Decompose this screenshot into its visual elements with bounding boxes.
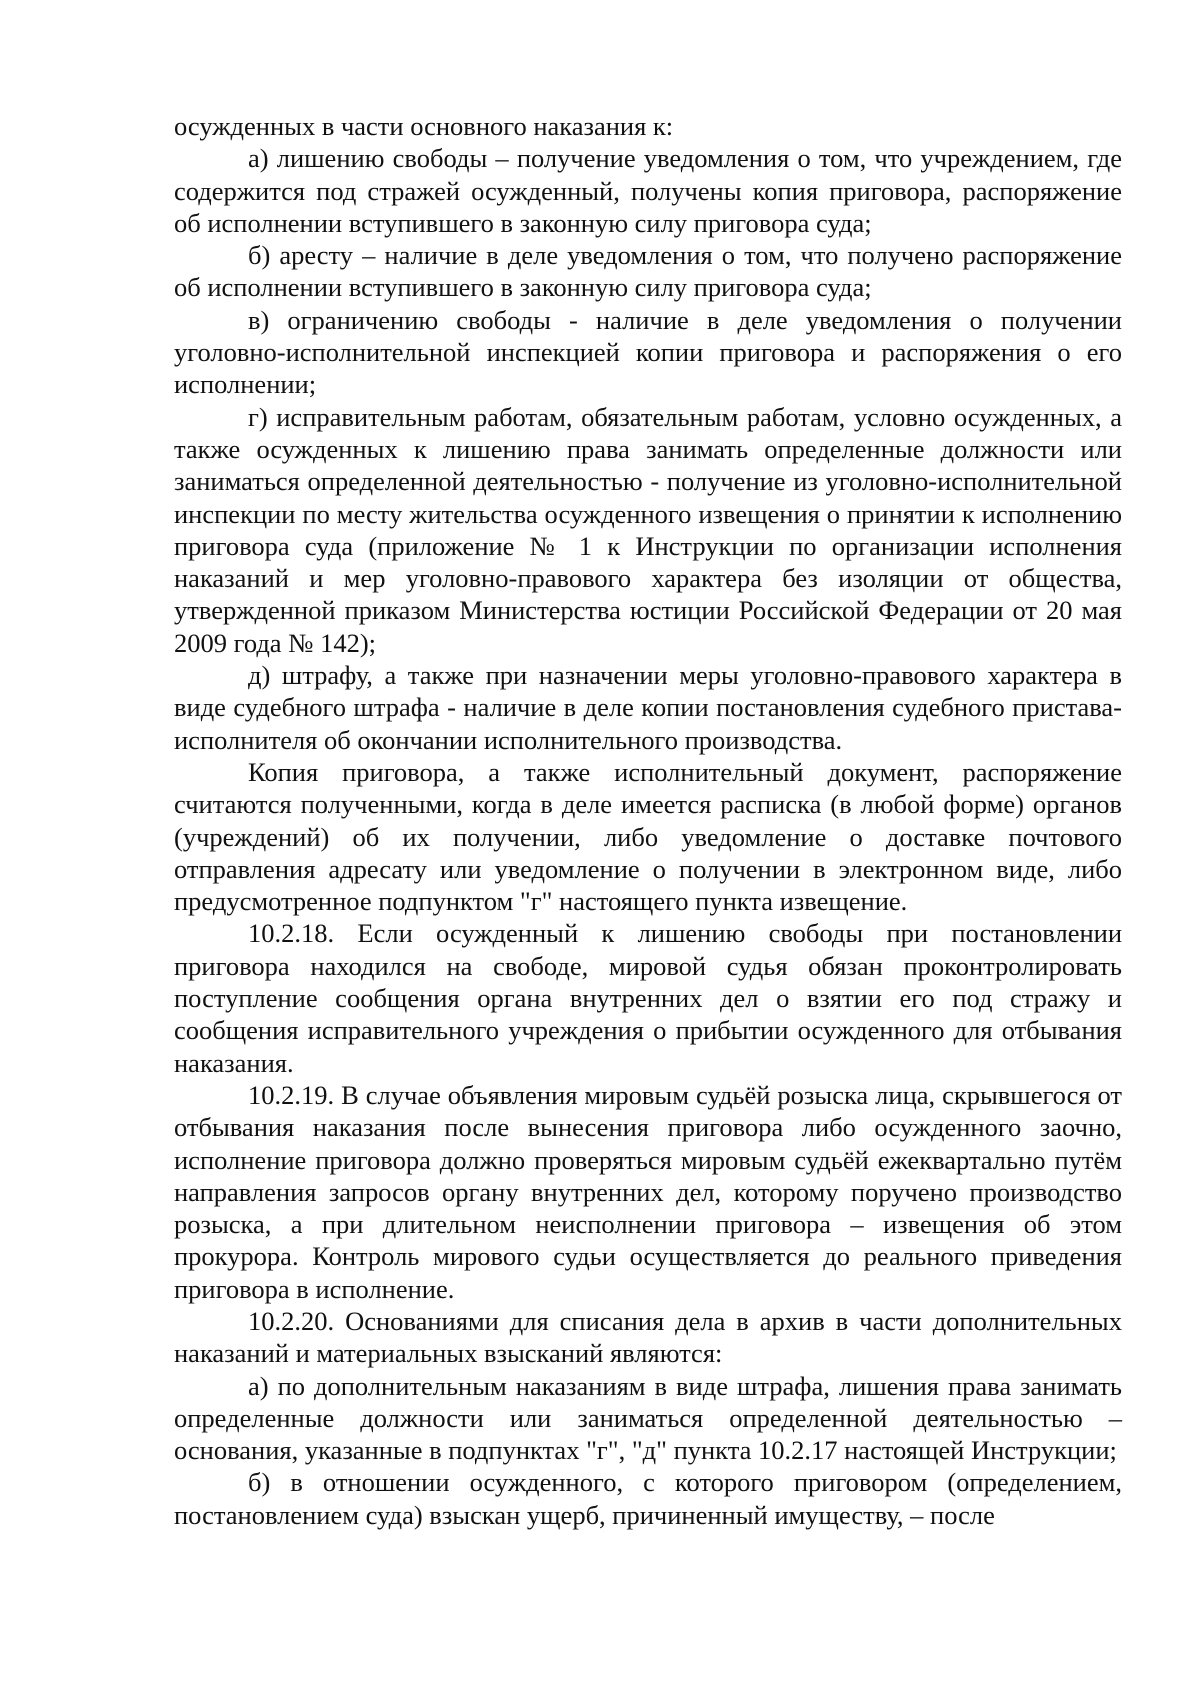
- paragraph-receipt-copy: Копия приговора, а также исполнительный документ, распоряжение считаются полученными, когда в деле имеется расписка (в любой форме) органов (учреждений) об их получении, либо уведомление о доставке почтового отправления адресату или уведомление о получении в электронном виде, либо предусмотренное подпунктом "г" настоящего пункта извещение.: [174, 756, 1122, 917]
- paragraph-item-d-fine: д) штрафу, а также при назначении меры уголовно-правового характера в виде судебного штрафа - наличие в деле копии постановления судебного пристава-исполнителя об окончании исполнительного производства.: [174, 660, 1122, 755]
- paragraph-item-v-restriction: в) ограничению свободы - наличие в деле уведомления о получении уголовно-исполнительной инспекцией копии приговора и распоряжения о его исполнении;: [174, 304, 1122, 400]
- paragraph-10-2-18: 10.2.18. Если осужденный к лишению свободы при постановлении приговора находился на свободе, мировой судья обязан проконтролировать поступление сообщения органа внутренних дел о взятии его под стражу и сообщения исправительного учреждения о прибытии осужденного для отбывания наказания.: [174, 918, 1122, 1078]
- paragraph-item-g-corrective-labor: г) исправительным работам, обязательным работам, условно осужденных, а также осужденных к лишению права занимать определенные должности или заниматься определенной деятельностью - получение из уголовно-исполнительной инспекции по месту жительства осужденного извещения о принятии к исполнению приговора суда (приложение № 1 к Инструкции по организации исполнения наказаний и мер уголовно-правового характера без изоляции от общества, утвержденной приказом Министерства юстиции Российской Федерации от 20 мая 2009 года № 142);: [174, 401, 1122, 658]
- document-body: [174, 110, 1122, 1531]
- paragraph-10-2-20-item-a: а) по дополнительным наказаниям в виде штрафа, лишения права занимать определенные должности или заниматься определенной деятельностью – основания, указанные в подпунктах "г", "д" пункта 10.2.17 настоящей Инструкции;: [174, 1370, 1122, 1466]
- paragraph-10-2-19: 10.2.19. В случае объявления мировым судьёй розыска лица, скрывшегося от отбывания наказания после вынесения приговора либо осужденного заочно, исполнение приговора должно проверяться мировым судьёй ежеквартально путём направления запросов органу внутренних дел, которому поручено производство розыска, а при длительном неисполнении приговора – извещения об этом прокурора. Контроль мирового судьи осуществляется до реального приведения приговора в исполнение.: [174, 1079, 1122, 1304]
- paragraph-item-b-arrest: б) аресту – наличие в деле уведомления о том, что получено распоряжение об исполнении вступившего в законную силу приговора суда;: [174, 240, 1122, 303]
- paragraph-item-a-imprisonment: а) лишению свободы – получение уведомления о том, что учреждением, где содержится под стражей осужденный, получены копия приговора, распоряжение об исполнении вступившего в законную силу приговора суда;: [174, 143, 1122, 238]
- paragraph-10-2-20-item-b: б) в отношении осужденного, с которого приговором (определением, постановлением суда) взыскан ущерб, причиненный имуществу, – после: [174, 1467, 1122, 1530]
- paragraph-10-2-20: 10.2.20. Основаниями для списания дела в архив в части дополнительных наказаний и материальных взысканий являются:: [174, 1305, 1122, 1369]
- paragraph-continuation: осужденных в части основного наказания к:: [174, 111, 674, 141]
